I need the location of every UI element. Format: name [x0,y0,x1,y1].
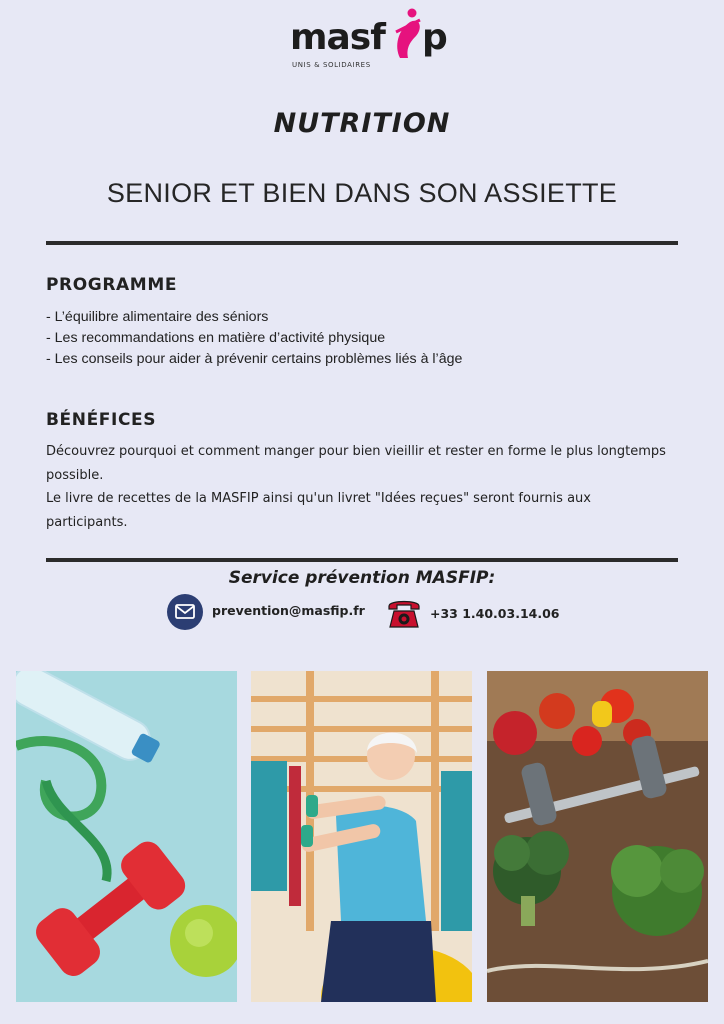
page-title: NUTRITION [273,108,451,139]
page-subtitle: SENIOR ET BIEN DANS SON ASSIETTE [106,178,618,208]
programme-list [46,307,462,370]
benefices-text [46,440,696,534]
masfip-logo [290,8,447,72]
divider-bottom [46,558,678,562]
logo-wordmark-tail: p [422,17,447,58]
benefices-paragraph: Découvrez pourquoi et comment manger pour bien vieillir et rester en forme le plus longtemps possible. [46,444,666,483]
list-item: - L’équilibre alimentaire des séniors [46,309,269,325]
email-link[interactable]: prevention@masfip.fr [212,603,365,618]
dumbbell-vegetables-photo [487,671,708,1002]
senior-woman-exercising-photo [251,671,472,1002]
contact-heading: Service prévention MASFIP: [228,568,496,588]
dumbbell-tape-apple-photo [16,671,237,1002]
benefices-heading: BÉNÉFICES [46,410,157,430]
logo-wordmark: masf [290,17,385,58]
phone-number[interactable]: +33 1.40.03.14.06 [430,606,560,621]
programme-heading: PROGRAMME [46,275,178,295]
benefices-paragraph: Le livre de recettes de la MASFIP ainsi qu'un livret "Idées reçues" seront fournis aux participants. [46,491,591,530]
list-item: - Les conseils pour aider à prévenir certains problèmes liés à l’âge [46,351,463,367]
logo-figure-icon [390,8,426,60]
envelope-icon [167,594,203,630]
logo-tagline: UNIS & SOLIDAIRES [292,61,371,69]
telephone-icon [387,597,421,629]
list-item: - Les recommandations en matière d’activité physique [46,330,386,346]
divider-top [46,241,678,245]
